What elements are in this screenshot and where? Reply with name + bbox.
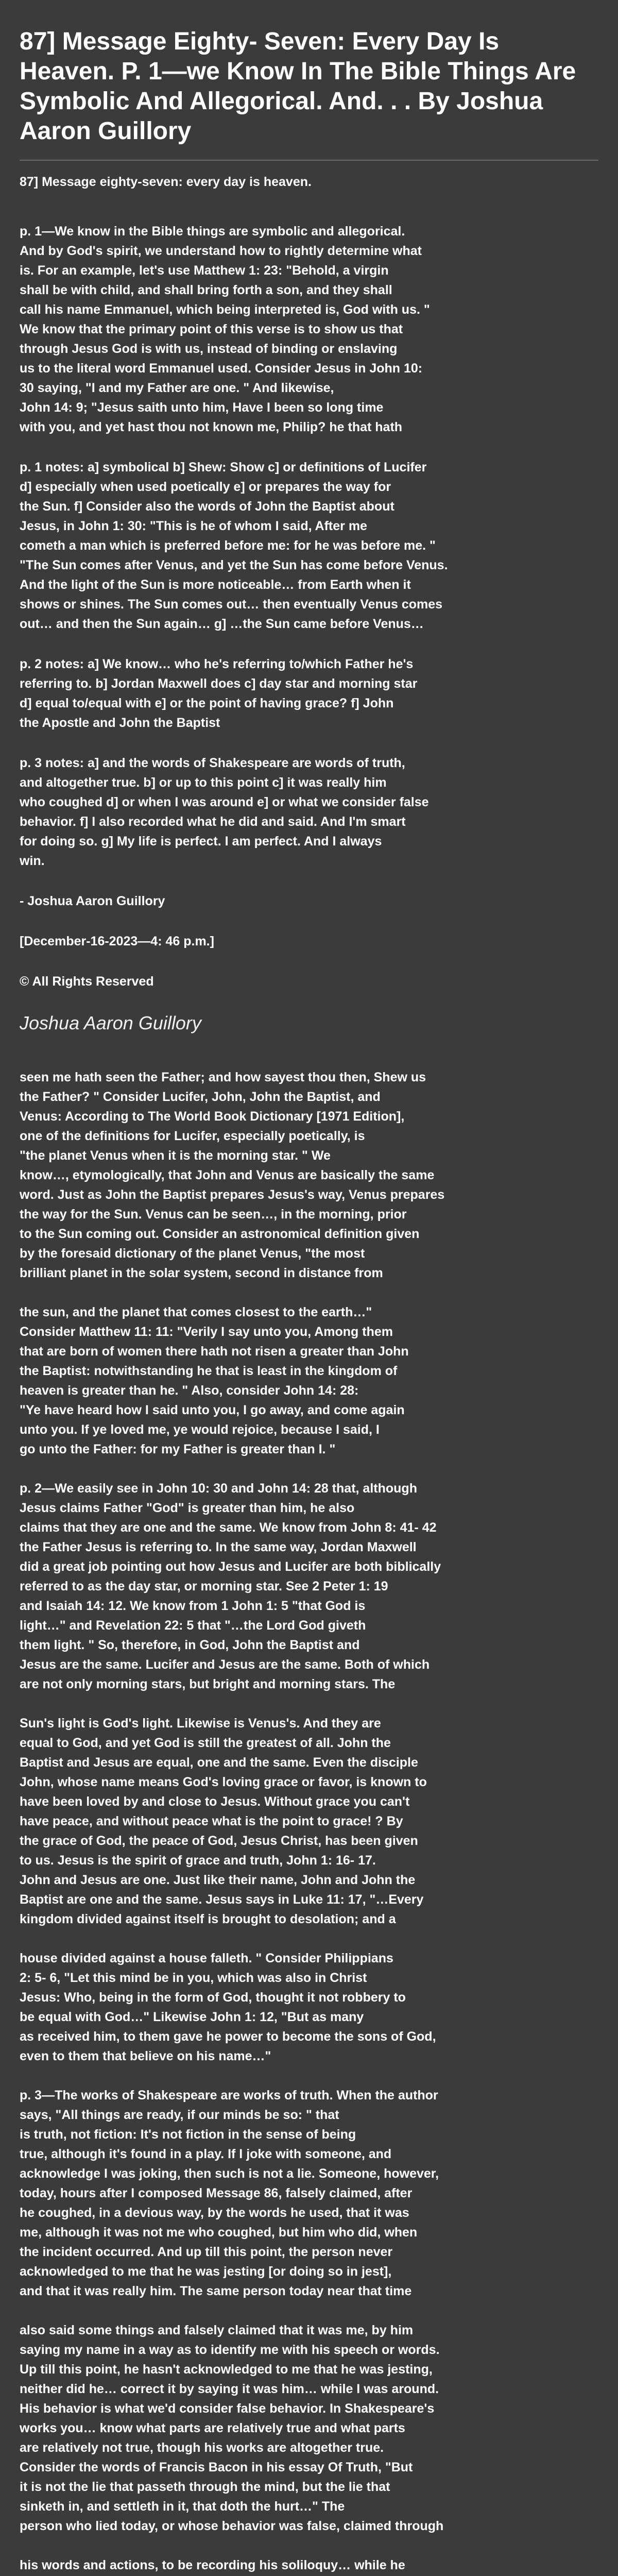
copyright-notice: © All Rights Reserved bbox=[20, 974, 154, 989]
poem-paragraph: p. 3—The works of Shakespeare are works of truth. When the author says, "All things are ready, if our minds be so: " that is truth, not fiction: It's not fiction in the sense of being true, although it's found in a play. If I joke with someone, and acknowledge I was joking, then such is not a lie. Someone, however, today, hours after I composed Message 86, falsely claimed, after he coughed, in a devious way, by the words he used, that it was me, although it was not me who coughed, but him who did, when the incident occurred. And up till this point, the person never acknowledged to me that he was jesting [or doing so in jest], and that it was really him. The same person today near that time bbox=[20, 2088, 439, 2298]
author-credit: - Joshua Aaron Guillory bbox=[20, 894, 165, 908]
poem-paragraph: the sun, and the planet that comes closest to the earth…" Consider Matthew 11: 11: "Verily I say unto you, Among them that are born of women there hath not risen a greater than John the Baptist: notwithstanding he that is least in the kingdom of heaven is greater than he. " Also, consider John 14: 28: "Ye have heard how I said unto you, I go away, and come again unto you. If ye loved me, ye would rejoice, because I said, I go unto the Father: for my Father is greater than I. " bbox=[20, 1305, 409, 1456]
author-signature[interactable]: Joshua Aaron Guillory bbox=[20, 1012, 201, 1033]
poem-paragraph: p. 2—We easily see in John 10: 30 and John 14: 28 that, although Jesus claims Father "God" is greater than him, he also claims that they are one and the same. We know from John 8: 41- 42 the Father Jesus is referring to. In the same way, Jordan Maxwell did a great job pointing out how Jesus and Lucifer are both biblically referred to as the day star, or morning star. See 2 Peter 1: 19 and Isaiah 14: 12. We know from 1 John 1: 5 "that God is light…" and Revelation 22: 5 that "…the Lord God giveth them light. " So, therefore, in God, John the Baptist and Jesus are the same. Lucifer and Jesus are the same. Both of which are not only morning stars, but bright and morning stars. The bbox=[20, 1481, 441, 1691]
poem-paragraph: p. 1—We know in the Bible things are symbolic and allegorical. And by God's spirit, we understand how to rightly determine what is. For an example, let's use Matthew 1: 23: "Behold, a virgin shall be with child, and shall bring forth a son, and they shall call his name Emmanuel, which being interpreted is, God with us. " We know that the primary point of this verse is to show us that through Jesus God is with us, instead of binding or enslaving us to the literal word Emmanuel used. Consider Jesus in John 10: 30 saying, "I and my Father are one. " And likewise, John 14: 9; "Jesus saith unto him, Have I been so long time with you, and yet hast thou not known me, Philip? he that hath bbox=[20, 224, 430, 434]
title-divider bbox=[20, 160, 598, 161]
poem-title: 87] Message Eighty- Seven: Every Day Is Heaven. P. 1—we Know In The Bible Things Are Symbolic And Allegorical. And. . . By Joshua Aaron Guillory bbox=[20, 28, 576, 145]
poem-paragraph: his words and actions, to be recording his soliloquy… while he bbox=[20, 2558, 405, 2572]
poem-paragraph: Sun's light is God's light. Likewise is Venus's. And they are equal to God, and yet God is still the greatest of all. John the Baptist and Jesus are equal, one and the same. Even the disciple John, whose name means God's loving grace or favor, is known to have been loved by and close to Jesus. Without grace you can't have peace, and without peace what is the point to grace! ? By the grace of God, the peace of God, Jesus Christ, has been given to us. Jesus is the spirit of grace and truth, John 1: 16- 17. John and Jesus are one. Just like their name, John and John the Baptist are one and the same. Jesus says in Luke 11: 17, "…Every kingdom divided against itself is brought to desolation; and a bbox=[20, 1716, 427, 1926]
poem-continuation bbox=[0, 1067, 618, 2576]
poem-paragraph: p. 2 notes: a] We know… who he's referring to/which Father he's referring to. b] Jordan Maxwell does c] day star and morning star d] equal to/equal with e] or the point of having grace? f] John the Apostle and John the Baptist bbox=[20, 657, 418, 730]
poem-paragraph: p. 1 notes: a] symbolical b] Shew: Show c] or definitions of Lucifer d] especially when used poetically e] or prepares the way for the Sun. f] Consider also the words of John the Baptist about Jesus, in John 1: 30: "This is he of whom I said, After me cometh a man which is preferred before me: for he was before me. " "The Sun comes after Venus, and yet the Sun has come before Venus. And the light of the Sun is more noticeable… from Earth when it shows or shines. The Sun comes out… then eventually Venus comes out… and then the Sun again… g] …the Sun came before Venus… bbox=[20, 460, 448, 631]
poem-date: [December-16-2023—4: 46 p.m.] bbox=[20, 934, 214, 948]
poem-paragraph: p. 3 notes: a] and the words of Shakespeare are words of truth, and altogether true. b] or up to this point c] it was really him who coughed d] or when I was around e] or what we consider false behavior. f] I also recorded what he did and said. And I'm smart for doing so. g] My life is perfect. I am perfect. And I always win. bbox=[20, 756, 429, 868]
poem-body bbox=[0, 172, 618, 991]
poem-paragraph: also said some things and falsely claimed that it was me, by him saying my name in a way as to identify me with his speech or words. Up till this point, he hasn't acknowledged to me that he was jesting, neither did he… correct it by saying it was him… while I was around. His behavior is what we'd consider false behavior. In Shakespeare's works you… know what parts are relatively true and what parts are relatively not true, though his works are altogether true. Consider the words of Francis Bacon in his essay Of Truth, "But it is not the lie that passeth through the mind, but the lie that sinketh in, and settleth in it, that doth the hurt…" The person who lied today, or whose behavior was false, claimed through bbox=[20, 2323, 444, 2533]
poem-paragraph: house divided against a house falleth. " Consider Philippians 2: 5- 6, "Let this mind be in you, which was also in Christ Jesus: Who, being in the form of God, thought it not robbery to be equal with God…" Likewise John 1: 12, "But as many as received him, to them gave he power to become the sons of God, even to them that believe on his name…" bbox=[20, 1951, 436, 2063]
poem-paragraph: seen me hath seen the Father; and how sayest thou then, Shew us the Father? " Consider Lucifer, John, John the Baptist, and Venus: According to The World Book Dictionary [1971 Edition], one of the definitions for Lucifer, especially poetically, is "the planet Venus when it is the morning star. " We know…, etymologically, that John and Venus are basically the same word. Just as John the Baptist prepares Jesus's way, Venus prepares the way for the Sun. Venus can be seen…, in the morning, prior to the Sun coming out. Consider an astronomical definition given by the foresaid dictionary of the planet Venus, "the most brilliant planet in the solar system, second in distance from bbox=[20, 1070, 445, 1280]
poem-heading-line: 87] Message eighty-seven: every day is heaven. bbox=[20, 175, 312, 189]
